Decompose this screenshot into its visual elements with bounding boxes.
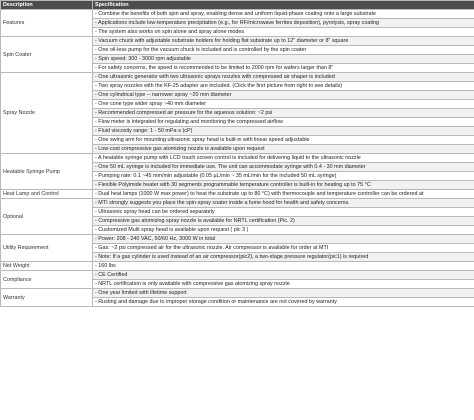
category-cell xyxy=(1,262,93,271)
category-cell xyxy=(1,289,93,307)
category-label: Heatable Syringe Pump xyxy=(3,168,60,175)
specification-cell: - Dual heat lamps (1000 W max power) to heat the substrate up to 80 °C) with thermocouple and temperature controller can be ordered at xyxy=(93,190,474,199)
specification-cell: - A heatable syringe pump with LCD touch screen control is included for delivering liquid to the ultrasonic nozzle xyxy=(93,154,474,163)
category-cell xyxy=(1,271,93,289)
specification-column-header: Specification xyxy=(93,1,474,10)
specification-cell: - One oil-less pump for the vacuum chuck is included and is controlled by the spin coater xyxy=(93,46,474,55)
specification-cell: - The system also works on spin alone and spray alone modes xyxy=(93,28,474,37)
specification-cell: - Rusting and damage due to improper storage condition or maintenance are not covered by warranty xyxy=(93,298,474,307)
specification-cell: - Ultrasonic spray head can be ordered separately xyxy=(93,208,474,217)
specification-cell: - One year limited with lifetime support xyxy=(93,289,474,298)
specification-cell: - MTI strongly suggests you place the spin-spray coater inside a fume hood for health and safety concerns. xyxy=(93,199,474,208)
specification-cell: - One swing arm for mounting ultrasonic spray head is built-in with linear speed adjustable xyxy=(93,136,474,145)
table-row xyxy=(1,37,474,46)
category-label: Compliance xyxy=(3,276,32,283)
category-label: Features xyxy=(3,20,25,26)
specification-cell: - One ultrasonic generator with two ultrasonic sprays nozzles with compressed air shaper is included xyxy=(93,73,474,82)
specification-cell: - Recommended compressed air pressure for the aqueous solution: ~2 psi xyxy=(93,109,474,118)
table-row xyxy=(1,10,474,19)
specification-cell: - Compressive gas atomizing spray nozzle is available for NRTL certification (Pic. 2) xyxy=(93,217,474,226)
specification-cell: - 160 lbs xyxy=(93,262,474,271)
category-label: Net Weight xyxy=(3,263,30,269)
table-row xyxy=(1,271,474,280)
category-cell xyxy=(1,199,93,235)
category-label: Utility Requirement xyxy=(3,245,49,251)
category-label: Heat Lamp and Control xyxy=(3,191,59,197)
category-cell xyxy=(1,37,93,73)
table-body xyxy=(1,10,474,307)
specification-cell: - Vacuum chuck with adjustable substrate holders for holding flat substrate up to 12" diameter or 8" square xyxy=(93,37,474,46)
specification-cell: - One 50 mL syringe is included for immediate use. The unit can accommodate syringe with 0.4 - 30 mm diameter xyxy=(93,163,474,172)
category-cell xyxy=(1,154,93,190)
category-cell xyxy=(1,190,93,199)
table-row xyxy=(1,73,474,82)
specification-cell: - Customized Multi spray head is available upon request ( pic 3 ) xyxy=(93,226,474,235)
specification-cell: - Gas: ~2 psi compressed air for the ultrasonic nozzle. Air compressor is available for order at MTI xyxy=(93,244,474,253)
specification-cell: - Note: If a gas cylinder is used instead of an air compressor(pic2), a two-stage pressure regulator(pic1) is required xyxy=(93,253,474,262)
specification-cell: - Pumping rate: 0.1 ~45 mm/min adjustable (0.05 µL/min ~ 35 mL/min for the included 50 mL syringe) xyxy=(93,172,474,181)
specification-cell: - Fluid viscosity range: 1 - 50 mPa·s (cP) xyxy=(93,127,474,136)
specification-cell: - Two spray nozzles with the KF-25 adapter are included. (Click the first picture from right to see details) xyxy=(93,82,474,91)
specification-cell: - Flow meter is integrated for regulating and monitoring the compressed airflow xyxy=(93,118,474,127)
specification-cell: - Low-cost compressive gas atomizing nozzle is available upon request xyxy=(93,145,474,154)
specification-cell: - Flexible Polyimide heater with 30 segments programmable temperature controller is built-in for heating up to 75 °C xyxy=(93,181,474,190)
category-label: Spin Coater xyxy=(3,51,32,58)
category-label: Warranty xyxy=(3,294,25,301)
category-label: Spray Nozzle xyxy=(3,110,36,116)
table-header-row xyxy=(1,1,474,10)
table-row xyxy=(1,199,474,208)
specification-cell: - Spin speed: 300 - 3000 rpm adjustable xyxy=(93,55,474,64)
category-cell xyxy=(1,73,93,154)
table-row xyxy=(1,289,474,298)
category-cell xyxy=(1,235,93,262)
specification-cell: - One cone type wider spray ~40 mm diameter xyxy=(93,100,474,109)
specification-cell: - Power: 208 - 240 VAC, 50/60 Hz, 3000 W in total xyxy=(93,235,474,244)
specification-cell: - Combine the benefits of both spin and spray, enabling dense and uniform liquid-phase coating onto a large substrate xyxy=(93,10,474,19)
specification-cell: - NRTL certification is only available with compressive gas atomizing spray nozzle xyxy=(93,280,474,289)
specification-cell: - CE Certified xyxy=(93,271,474,280)
specification-cell: - For safety concerns, the speed is recommended to be limited to 2000 rpm for wafers larger than 8" xyxy=(93,64,474,73)
category-cell xyxy=(1,10,93,37)
table-row xyxy=(1,262,474,271)
description-column-header: Description xyxy=(1,1,93,10)
table-row xyxy=(1,190,474,199)
specification-cell: - One cylindrical type -- narrower spray ~20 mm diameter xyxy=(93,91,474,100)
table-row xyxy=(1,154,474,163)
table-row xyxy=(1,235,474,244)
category-label: Optional xyxy=(3,213,24,220)
specification-cell: - Applications include low-temperature precipitation (e.g., for RF/microwave ferrites deposition), pyrolysis, spray coating xyxy=(93,19,474,28)
